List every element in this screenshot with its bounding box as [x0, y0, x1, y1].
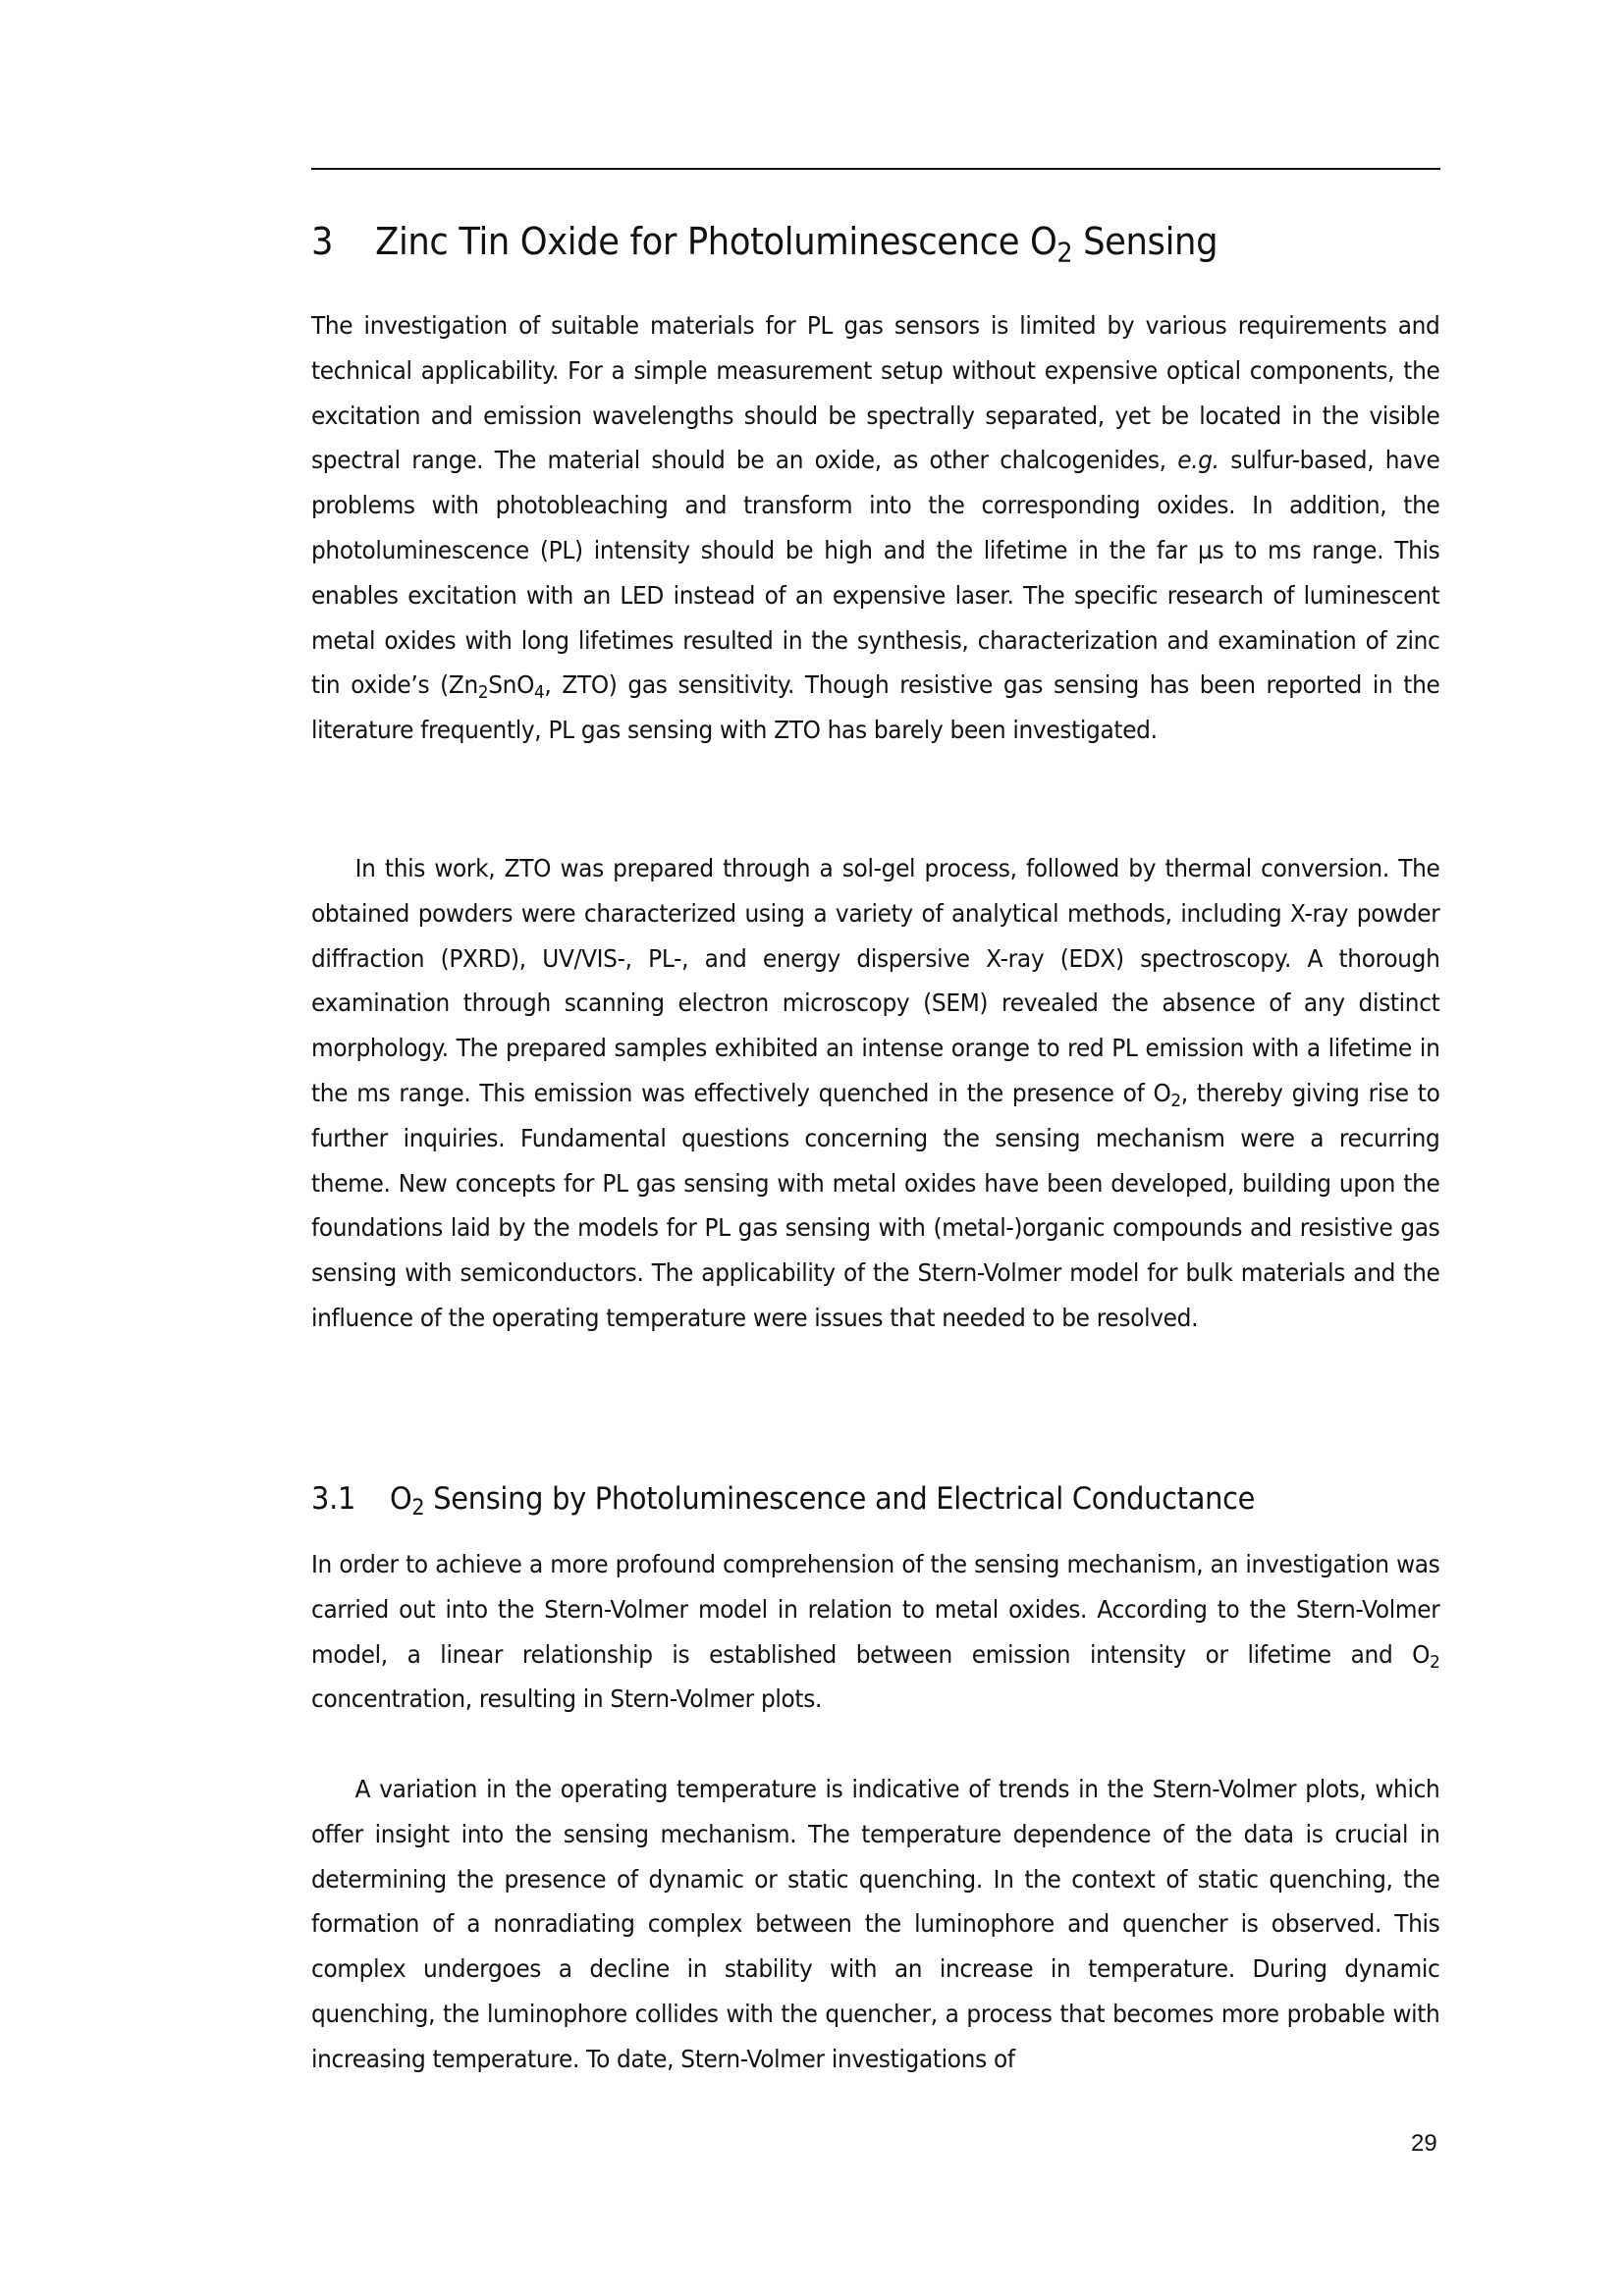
section-title-part: Sensing by Photoluminescence and Electrical Conductance: [424, 1481, 1256, 1517]
text-run: SnO: [488, 670, 535, 700]
page-number: 29: [1411, 2130, 1437, 2157]
paragraph-intro: [311, 303, 1439, 753]
subscript: 2: [1430, 1651, 1440, 1673]
text-run: A variation in the operating temperature is indicative of trends in the Stern-Volmer plots, which offer insight into the sensing mechanism. The temperature dependence of the data is crucial in determining the presence of dynamic or static quenching. In the context of static quenching, the formation of a nonradiating complex between the luminophore and quencher is observed. This complex undergoes a decline in stability with an increase in temperature. During dynamic quenching, the luminophore collides with the quencher, a process that becomes more probable with increasing temperature. To date, Stern-Volmer investigations of: [311, 1775, 1440, 2073]
text-run-italic: e.g.: [1177, 446, 1219, 475]
text-run: , thereby giving rise to further inquiries. Fundamental questions concerning the sensing mechanism were a recurring theme. New concepts for PL gas sensing with metal oxides have been developed, building upon the foundations laid by the models for PL gas sensing with (metal-)organic compounds and resistive gas sensing with semiconductors. The applicability of the Stern-Volmer model for bulk materials and the influence of the operating temperature were issues that needed to be resolved.: [311, 1078, 1440, 1332]
section-number: 3.1: [311, 1481, 356, 1517]
chapter-title-part: Sensing: [1072, 220, 1218, 263]
chapter-title-part: Zinc Tin Oxide for Photoluminescence O: [375, 220, 1057, 263]
chapter-heading: [311, 220, 1218, 269]
subscript: 2: [1170, 1091, 1181, 1112]
subscript: 2: [1056, 238, 1073, 269]
subscript: 2: [477, 682, 489, 704]
text-run: , ZTO) gas sensitivity. Though resistive gas sensing has been reported in the literature frequently, PL gas sensing with ZTO has barely been investigated.: [311, 670, 1440, 745]
paragraph-this-work: [311, 846, 1439, 1341]
header-rule: [311, 168, 1440, 170]
chapter-number: 3: [311, 220, 334, 263]
subscript: 2: [411, 1495, 425, 1522]
text-run: In order to achieve a more profound comprehension of the sensing mechanism, an investigation was carried out into the Stern-Volmer model in relation to metal oxides. According to the Stern-Volmer model, a linear relationship is established between emission intensity or lifetime and O: [311, 1550, 1440, 1669]
subscript: 4: [534, 682, 545, 704]
paragraph-section-intro: [311, 1542, 1439, 1722]
section-title-part: O: [389, 1481, 412, 1517]
text-run: sulfur-based, have problems with photobleaching and transform into the corresponding oxides. In addition, the photoluminescence (PL) intensity should be high and the lifetime in the far µs to ms range. This enables excitation with an LED instead of an expensive laser. The specific research of luminescent metal oxides with long lifetimes resulted in the synthesis, characterization and examination of zinc tin oxide’s (Zn: [311, 446, 1440, 700]
text-run: In this work, ZTO was prepared through a sol-gel process, followed by thermal conversion. The obtained powders were characterized using a variety of analytical methods, including X-ray powder diffraction (PXRD), UV/VIS-, PL-, and energy dispersive X-ray (EDX) spectroscopy. A thorough examination through scanning electron microscopy (SEM) revealed the absence of any distinct morphology. The prepared samples exhibited an intense orange to red PL emission with a lifetime in the ms range. This emission was effectively quenched in the presence of O: [311, 854, 1440, 1107]
text-run: concentration, resulting in Stern-Volmer plots.: [311, 1684, 823, 1714]
text-run: The investigation of suitable materials for PL gas sensors is limited by various requirements and technical applicability. For a simple measurement setup without expensive optical components, the excitation and emission wavelengths should be spectrally separated, yet be located in the visible spectral range. The material should be an oxide, as other chalcogenides,: [311, 311, 1440, 475]
section-heading: [311, 1481, 1256, 1522]
paragraph-temperature: [311, 1767, 1439, 2082]
